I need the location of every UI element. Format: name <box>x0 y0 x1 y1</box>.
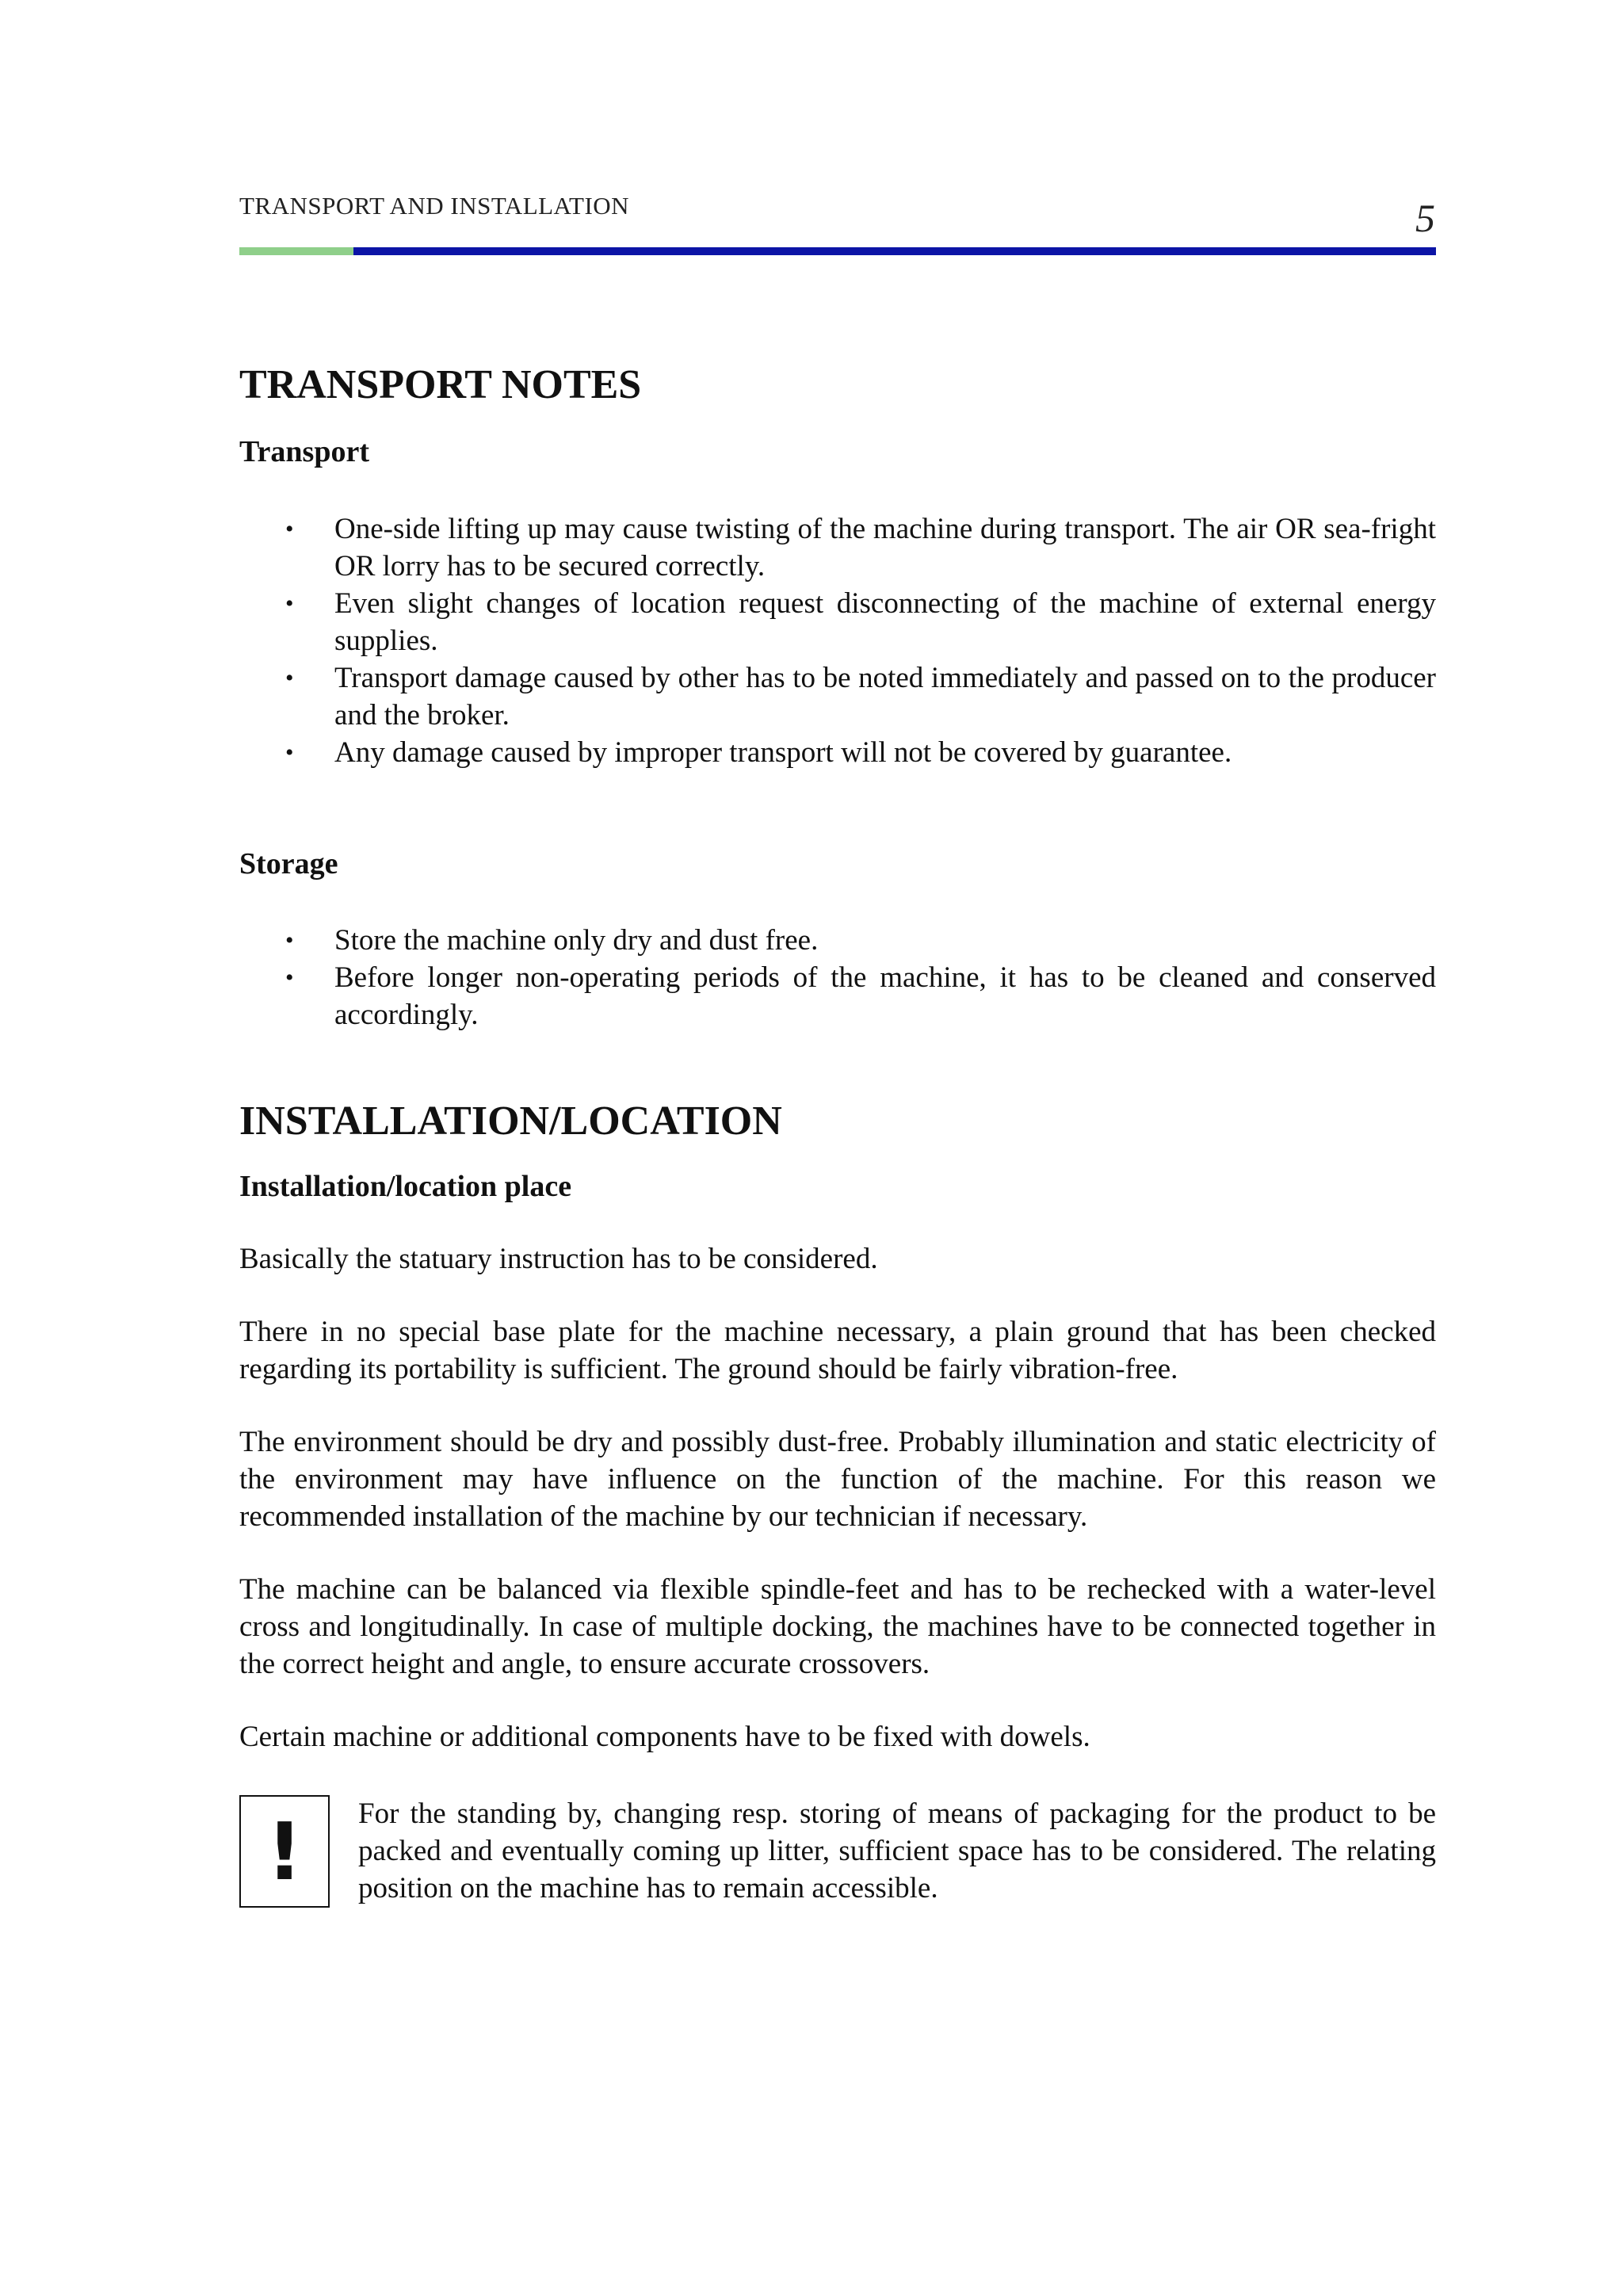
section-heading-transport-notes: TRANSPORT NOTES <box>239 362 642 407</box>
storage-list <box>239 922 1436 1033</box>
bullet-icon: • <box>285 516 294 542</box>
subheading-installation-place: Installation/location place <box>239 1170 572 1203</box>
list-item: • Any damage caused by improper transport will not be covered by guarantee. <box>239 734 1436 771</box>
header-rule-accent <box>239 247 353 255</box>
bullet-icon: • <box>285 590 294 617</box>
page-number: 5 <box>1415 196 1435 240</box>
bullet-icon: • <box>285 927 294 953</box>
warning-text: For the standing by, changing resp. storing of means of packaging for the product to be packed and eventually coming up litter, sufficient space has to be considered. The relating position on the machine has to remain accessible. <box>358 1797 1436 1904</box>
bullet-icon: • <box>285 965 294 991</box>
warning-note <box>239 1795 1436 1914</box>
bullet-icon: • <box>285 739 294 766</box>
bullet-icon: • <box>285 665 294 691</box>
paragraph: Basically the statuary instruction has to be considered. <box>239 1243 878 1275</box>
exclamation-icon: ! <box>266 1805 303 1898</box>
paragraph: The environment should be dry and possibly dust-free. Probably illumination and static electricity of the environment may have influence on the function of the machine. For this reason we recommended installation of the machine by our technician if necessary. <box>239 1426 1436 1533</box>
list-item: • Before longer non-operating periods of the machine, it has to be cleaned and conserved accordingly. <box>239 959 1436 1033</box>
warning-box <box>239 1795 330 1908</box>
list-item: • Store the machine only dry and dust free. <box>239 922 1436 959</box>
running-header-title: TRANSPORT AND INSTALLATION <box>239 192 630 220</box>
section-heading-installation: INSTALLATION/LOCATION <box>239 1098 782 1144</box>
header-rule <box>239 247 1436 255</box>
list-item: • One-side lifting up may cause twisting of the machine during transport. The air OR sea-fright OR lorry has to be secured correctly. <box>239 510 1436 585</box>
list-item: • Even slight changes of location request disconnecting of the machine of external energy supplies. <box>239 585 1436 659</box>
paragraph: The machine can be balanced via flexible spindle-feet and has to be rechecked with a water-level cross and longitudinally. In case of multiple docking, the machines have to be connected together in the correct height and angle, to ensure accurate crossovers. <box>239 1573 1436 1680</box>
subheading-transport: Transport <box>239 435 369 468</box>
paragraph: Certain machine or additional components have to be fixed with dowels. <box>239 1721 1090 1753</box>
transport-list <box>239 510 1436 771</box>
subheading-storage: Storage <box>239 847 338 881</box>
paragraph: There in no special base plate for the machine necessary, a plain ground that has been checked regarding its portability is sufficient. The ground should be fairly vibration-free. <box>239 1316 1436 1385</box>
list-item: • Transport damage caused by other has to be noted immediately and passed on to the producer and the broker. <box>239 659 1436 734</box>
page-content <box>239 361 1436 1914</box>
